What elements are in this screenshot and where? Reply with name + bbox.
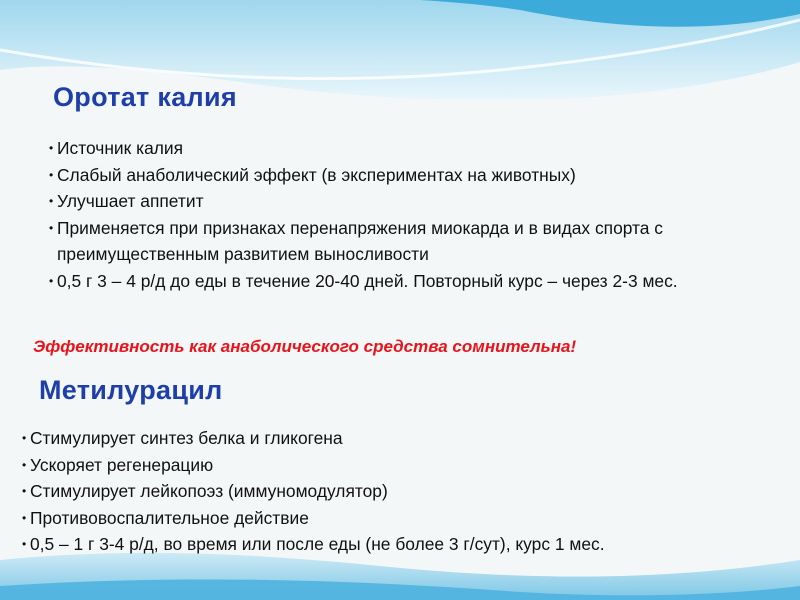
section2-list [22,425,792,558]
list-item: • Стимулирует синтез белка и гликогена [22,425,792,452]
warning-note: Эффективность как анаболического средства сомнительна! [33,337,577,356]
list-item: • 0,5 г 3 – 4 р/д до еды в течение 20-40 дней. Повторный курс – через 2-3 мес. [49,268,764,295]
list-item: • Стимулирует лейкопоэз (иммуномодулятор) [22,478,792,505]
list-item: • 0,5 – 1 г 3-4 р/д, во время или после еды (не более 3 г/сут), курс 1 мес. [22,531,792,558]
section2-title: Метилурацил [39,375,223,405]
list-item: • Ускоряет регенерацию [22,452,792,479]
list-item: • Применяется при признаках перенапряжения миокарда и в видах спорта с преимущественным развитием выносливости [49,215,764,268]
section1-title: Оротат калия [53,82,237,112]
list-item: • Противовоспалительное действие [22,505,792,532]
section1-list [49,135,764,294]
list-item: • Слабый анаболический эффект (в экспериментах на животных) [49,162,764,189]
list-item: • Источник калия [49,135,764,162]
list-item: • Улучшает аппетит [49,188,764,215]
